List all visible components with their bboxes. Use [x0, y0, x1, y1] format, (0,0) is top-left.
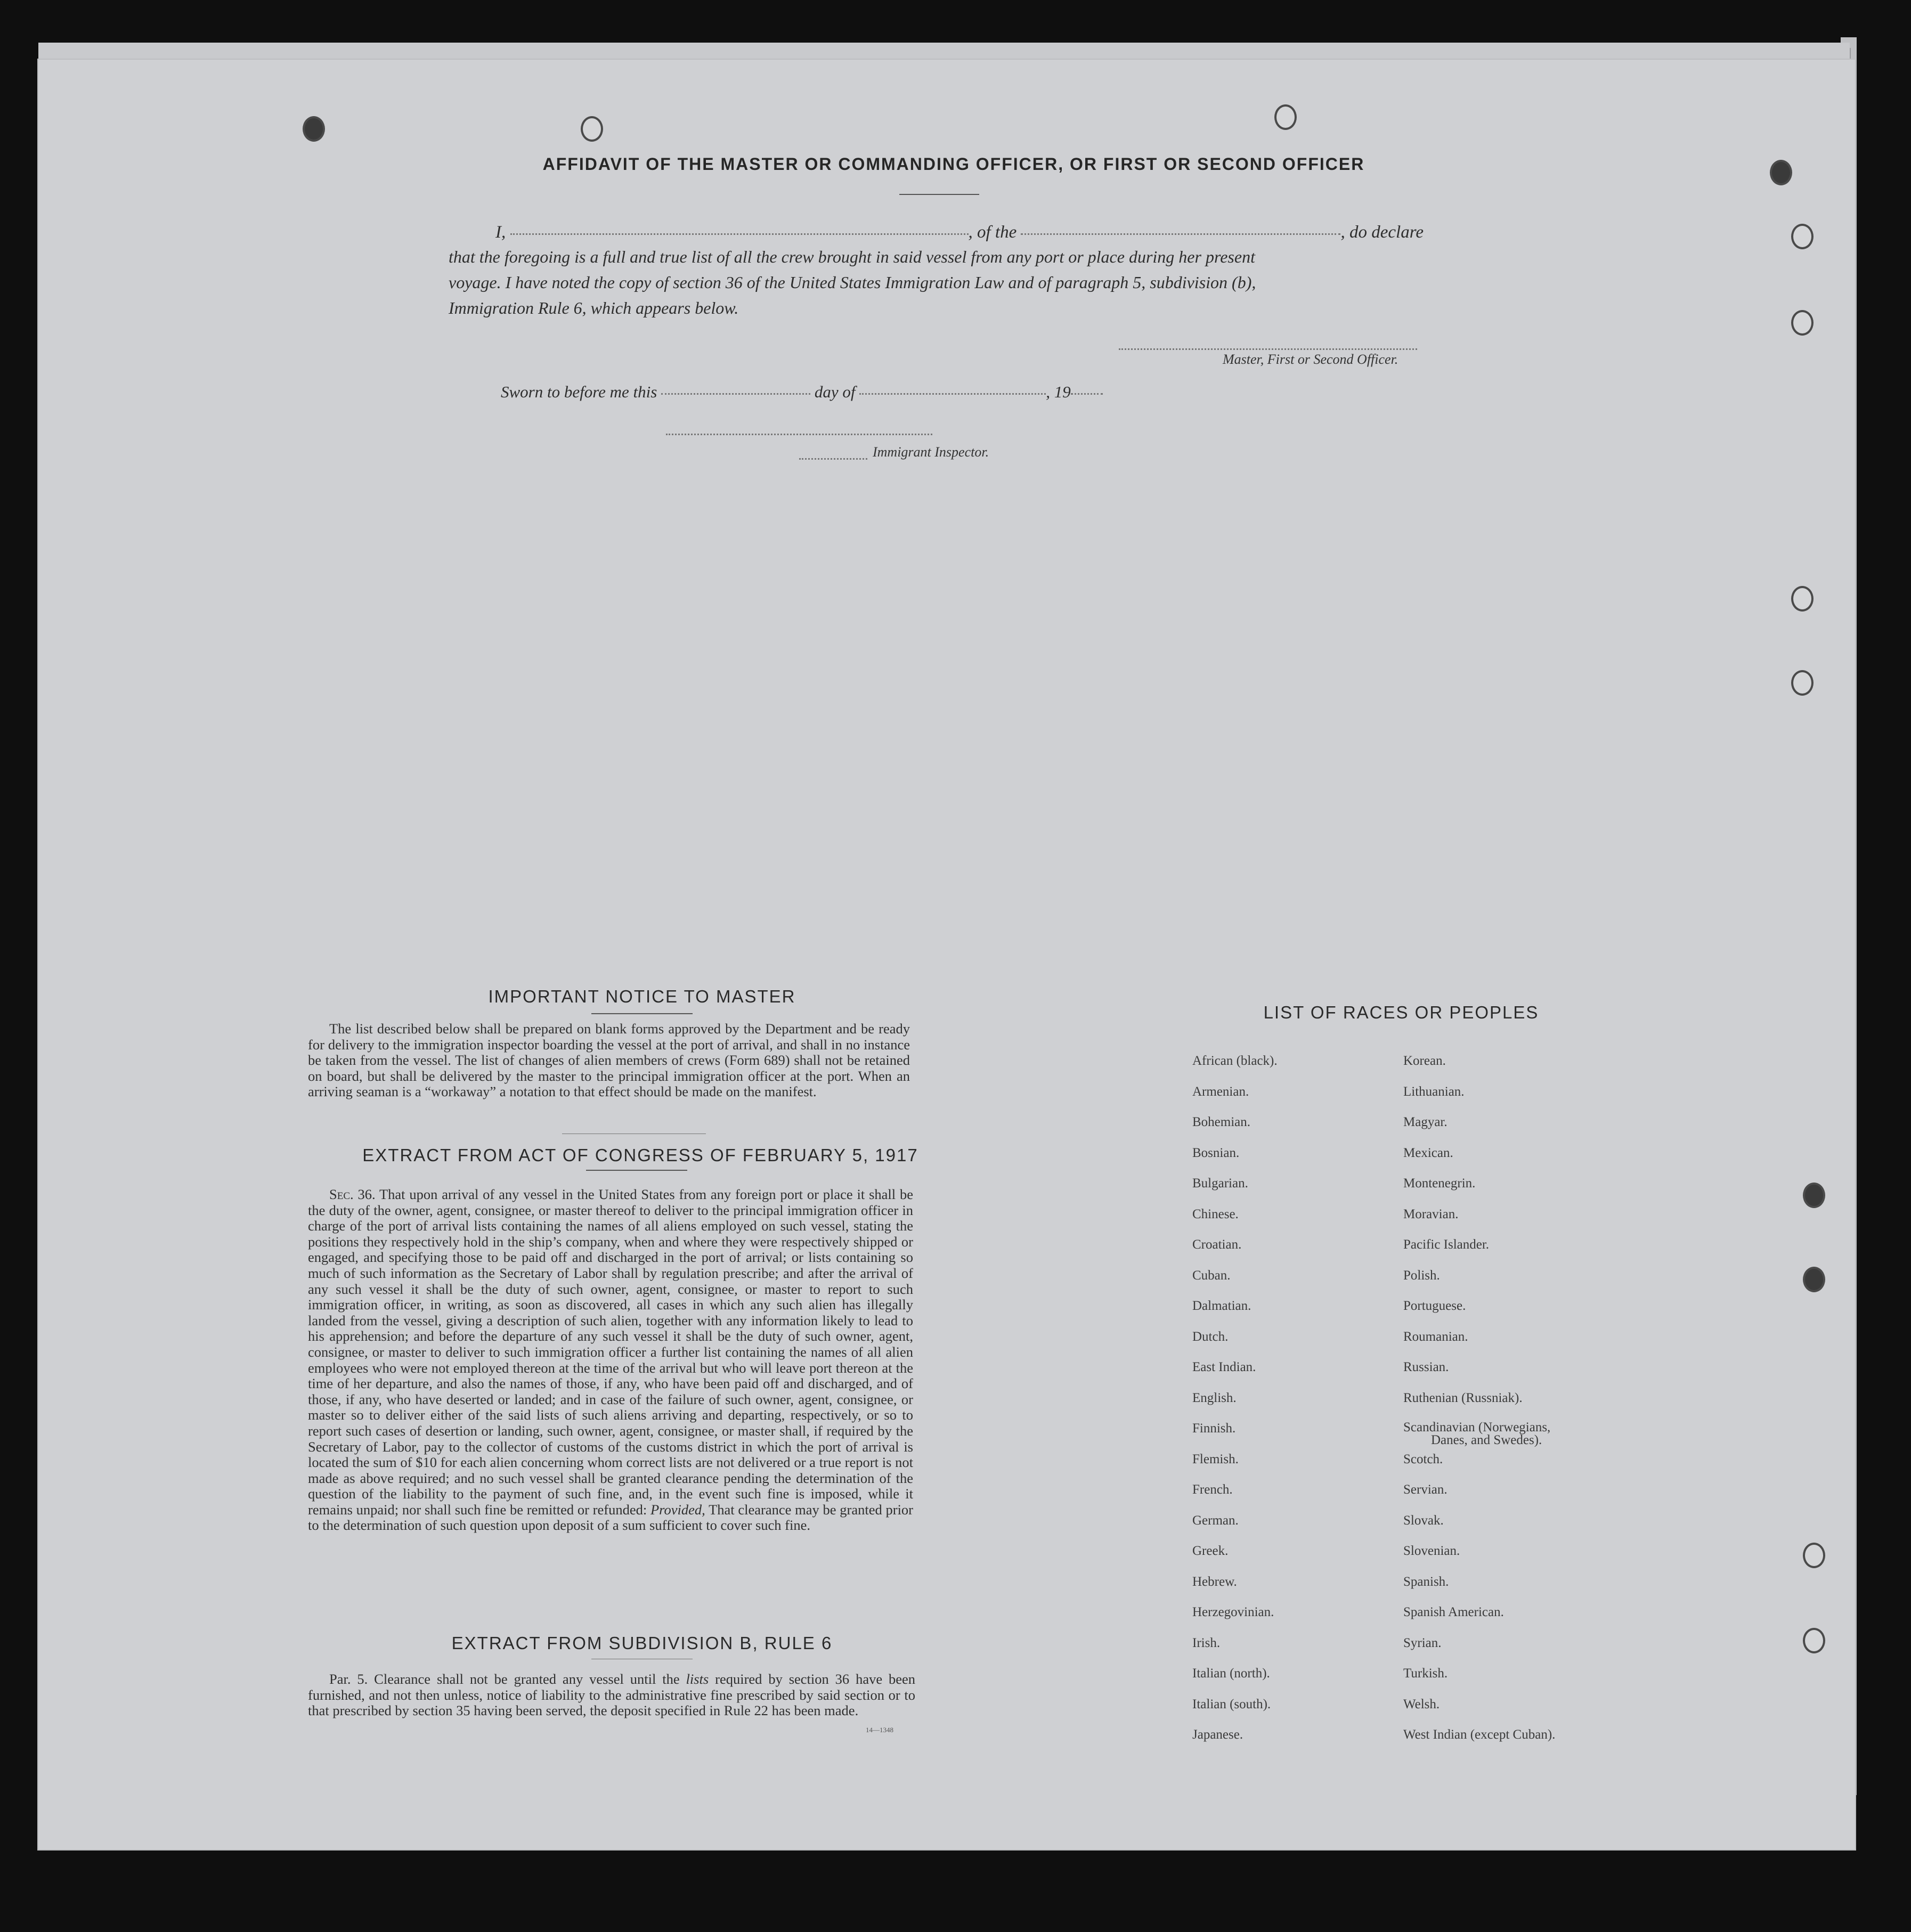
form-code: 14—1348 — [866, 1726, 893, 1734]
race-item: Hebrew. — [1192, 1574, 1237, 1589]
act-title: EXTRACT FROM ACT OF CONGRESS OF FEBRUARY 5, 1917 — [362, 1145, 918, 1165]
rule-paragraph — [308, 1672, 915, 1719]
affidavit-suffix: , do declare — [1340, 223, 1424, 242]
races-right-column — [1403, 1054, 1627, 1758]
race-item: Bulgarian. — [1192, 1176, 1248, 1191]
punch-hole-icon — [1803, 1267, 1825, 1292]
affidavit-prefix: I, — [495, 223, 506, 242]
races-left-column — [1192, 1054, 1384, 1758]
month-blank[interactable] — [859, 392, 1046, 395]
race-item: Herzegovinian. — [1192, 1605, 1274, 1619]
race-item: Slovenian. — [1403, 1544, 1460, 1558]
title-rule — [899, 194, 979, 195]
race-item: Cuban. — [1192, 1268, 1231, 1283]
race-item: Lithuanian. — [1403, 1084, 1465, 1099]
inspector-caption: Immigrant Inspector. — [873, 444, 989, 460]
race-item: Servian. — [1403, 1482, 1448, 1497]
race-item: Bosnian. — [1192, 1145, 1240, 1160]
race-item: Moravian. — [1403, 1207, 1459, 1221]
affidavit-line-2: that the foregoing is a full and true list of all the crew brought in said vessel from any port or place during her present — [449, 247, 1255, 266]
sworn-prefix: Sworn to before me this — [501, 382, 657, 401]
sworn-year: , 19 — [1046, 382, 1071, 401]
race-item: Pacific Islander. — [1403, 1237, 1490, 1252]
punch-hole-icon — [1791, 586, 1814, 612]
race-item — [1403, 1421, 1627, 1452]
day-blank[interactable] — [661, 392, 810, 395]
race-item: Welsh. — [1403, 1697, 1440, 1711]
section-label: Sec. 36. — [329, 1186, 376, 1202]
master-signature-blank[interactable] — [1119, 347, 1417, 350]
race-item: Bohemian. — [1192, 1115, 1251, 1129]
race-item: Italian (south). — [1192, 1697, 1271, 1711]
punch-hole-icon — [1791, 224, 1814, 249]
race-item: Italian (north). — [1192, 1666, 1270, 1681]
race-item-line: Danes, and Swedes). — [1431, 1433, 1542, 1447]
notice-rule — [591, 1013, 693, 1014]
affidavit-title: AFFIDAVIT OF THE MASTER OR COMMANDING OFFICER, OR FIRST OR SECOND OFFICER — [542, 154, 1365, 174]
sworn-mid: day of — [814, 382, 856, 401]
race-item: Ruthenian (Russniak). — [1403, 1390, 1523, 1405]
notice-paragraph: The list described below shall be prepared on blank forms approved by the Department and be ready for delivery to the immigration inspector boarding the vessel at the port of arrival, and shall in no instance be taken from the vessel. The list of changes of alien members of crews (Form 689) shall not be retained on board, but shall be delivered by the master to the principal immigration officer at the port. When an arriving seaman is a “workaway” a notation to that effect should be made on the manifest. — [308, 1021, 910, 1100]
race-item: French. — [1192, 1482, 1233, 1497]
race-item: Magyar. — [1403, 1115, 1448, 1129]
punch-hole-icon — [1803, 1183, 1825, 1208]
race-item: Spanish American. — [1403, 1605, 1504, 1619]
section-text: That upon arrival of any vessel in the United States from any foreign port or place it shall be the duty of the owner, agent, consignee, or master thereof to deliver to the principal immigration officer in charge of the port of arrival lists containing the names of all aliens employed on such vessel, stating the positions they respectively hold in the ship’s company, when and where they were respectively shipped or engaged, and specifying those to be paid off and discharged in the port of arrival; or lists containing so much of such information as the Secretary of Labor shall by regulation prescribe; and after the arrival of any such vessel it shall be the duty of such owner, agent, consignee, or master to report to such immigration officer, in writing, as soon as discovered, all cases in which any such alien has illegally landed from the vessel, giving a description of such alien, together with any information likely to lead to his apprehension; and before the departure of any such vessel it shall be the duty of such owner, agent, consignee, or master to deliver to such immigration officer a further list containing the names of all alien employees who were not employed thereon at the time of the arrival but who will leave port thereon at the time of her departure, and also the names of those, if any, who have been paid off and discharged, and of those, if any, who have deserted or landed; and in case of the failure of such owner, agent, consignee, or master so to deliver either of the said lists of such aliens arriving and departing, respectively, or so to report such cases of desertion or landing, such owner, agent, consignee, or master shall, if required by the Secretary of Labor, pay to the collector of customs of the customs district in which the port of arrival is located the sum of $10 for each alien concerning whom correct lists are not delivered or a true report is not made as above required; and no such vessel shall be granted clearance pending the determination of the question of the liability to the payment of such fine, and, in the event such fine is imposed, while it remains unpaid; nor shall such fine be remitted or refunded: — [308, 1186, 913, 1518]
affidavit-line-3: voyage. I have noted the copy of section 36 of the United States Immigration Law and of paragraph 5, subdivision (b), — [449, 273, 1256, 292]
race-item: Spanish. — [1403, 1574, 1449, 1589]
race-item: Scotch. — [1403, 1452, 1443, 1466]
affidavit-mid: , of the — [968, 223, 1017, 242]
act-rule — [586, 1170, 687, 1171]
race-item: English. — [1192, 1390, 1237, 1405]
race-item: Armenian. — [1192, 1084, 1249, 1099]
vessel-blank[interactable] — [1021, 232, 1340, 235]
race-item: Finnish. — [1192, 1421, 1236, 1436]
punch-hole-icon — [581, 116, 603, 142]
punch-hole-icon — [1803, 1543, 1825, 1568]
sworn-line — [501, 382, 1193, 402]
punch-hole-icon — [303, 116, 325, 142]
proviso-label: Provided, — [650, 1501, 705, 1518]
race-item: Dutch. — [1192, 1329, 1229, 1344]
race-item: Flemish. — [1192, 1452, 1239, 1466]
act-text — [308, 1187, 913, 1534]
punch-hole-icon — [1791, 310, 1814, 336]
race-item: Korean. — [1403, 1054, 1446, 1068]
rule-text — [308, 1672, 915, 1719]
master-caption: Master, First or Second Officer. — [1223, 352, 1398, 367]
race-item: German. — [1192, 1513, 1239, 1528]
inspector-short-blank[interactable] — [799, 457, 867, 460]
race-item: Mexican. — [1403, 1145, 1453, 1160]
race-item: West Indian (except Cuban). — [1403, 1727, 1556, 1742]
notice-title: IMPORTANT NOTICE TO MASTER — [488, 987, 796, 1006]
rule-text-b: required by section 36 have been furnished, and not then unless, notice of liability to the administrative fine prescribed by said section or to that prescribed by section 35 having been served, the deposit specified in Rule 22 has been made. — [308, 1671, 916, 1719]
affidavit-line-1 — [495, 223, 1454, 242]
race-item: Japanese. — [1192, 1727, 1243, 1742]
inspector-signature-blank[interactable] — [666, 433, 932, 435]
act-paragraph — [308, 1187, 913, 1534]
race-item: Croatian. — [1192, 1237, 1242, 1252]
race-item: Greek. — [1192, 1544, 1229, 1558]
races-title: LIST OF RACES OR PEOPLES — [1263, 1002, 1539, 1022]
race-item: Irish. — [1192, 1635, 1221, 1650]
race-item: Turkish. — [1403, 1666, 1448, 1681]
race-item: Roumanian. — [1403, 1329, 1468, 1344]
race-item: East Indian. — [1192, 1360, 1256, 1374]
race-item-line: Scandinavian (Norwegians, — [1403, 1420, 1551, 1434]
rule-lists: lists — [686, 1671, 709, 1687]
race-item: Syrian. — [1403, 1635, 1442, 1650]
race-item: Chinese. — [1192, 1207, 1239, 1221]
name-blank[interactable] — [510, 232, 969, 235]
race-item: Portuguese. — [1403, 1299, 1466, 1313]
race-item: Dalmatian. — [1192, 1299, 1251, 1313]
year-blank[interactable] — [1071, 392, 1103, 395]
affidavit-line-4: Immigration Rule 6, which appears below. — [449, 298, 739, 317]
punch-hole-icon — [1274, 104, 1297, 130]
punch-hole-icon — [1770, 160, 1792, 185]
notice-text — [308, 1021, 910, 1100]
race-item: Slovak. — [1403, 1513, 1444, 1528]
rule-text-a: Par. 5. Clearance shall not be granted any vessel until the — [329, 1671, 680, 1687]
race-item: Russian. — [1403, 1360, 1449, 1374]
punch-hole-icon — [1803, 1628, 1825, 1653]
race-item: Montenegrin. — [1403, 1176, 1476, 1191]
race-item: Polish. — [1403, 1268, 1440, 1283]
rule-title: EXTRACT FROM SUBDIVISION B, RULE 6 — [451, 1633, 833, 1653]
race-item: African (black). — [1192, 1054, 1278, 1068]
proviso-text: That clearance may be granted prior to the determination of such question upon deposit of a sum sufficient to cover such fine. — [308, 1501, 914, 1534]
punch-hole-icon — [1791, 670, 1814, 696]
